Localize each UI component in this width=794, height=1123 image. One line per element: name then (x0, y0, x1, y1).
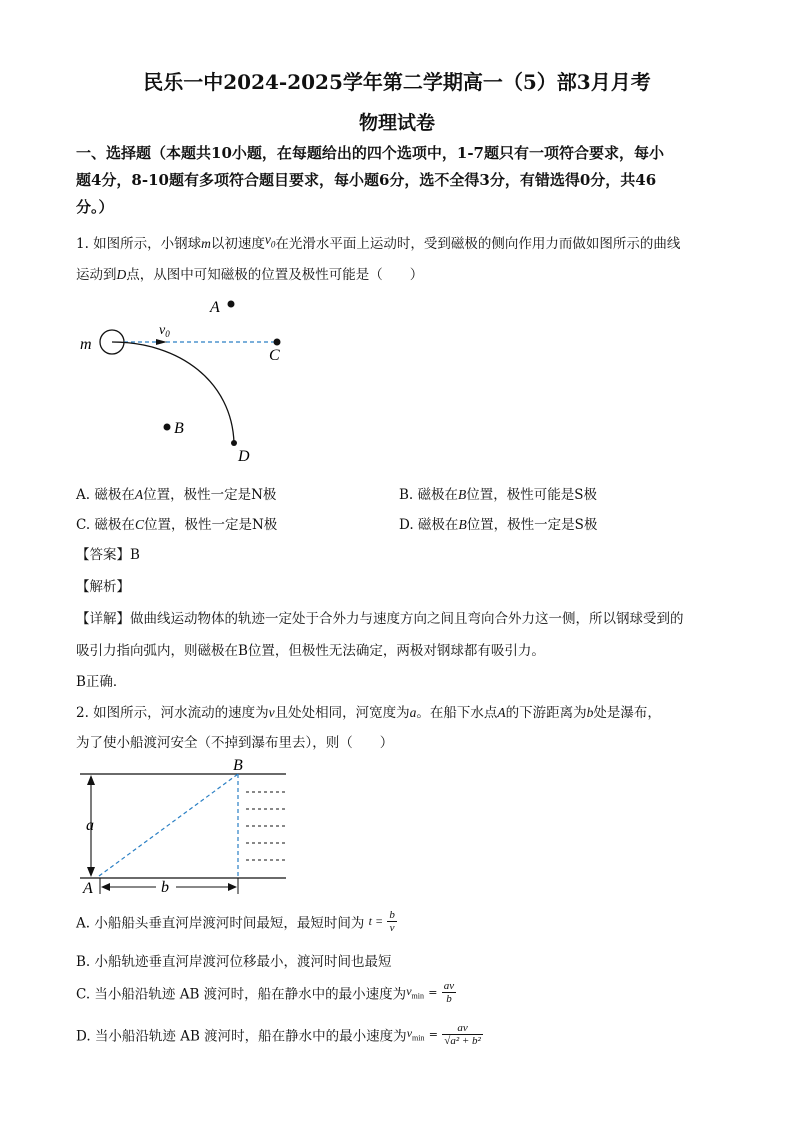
waterfall-lines (246, 792, 286, 860)
q1-stem-c: 在光滑水平面上运动时，受到磁极的侧向作用力而做如图所示的曲线 (275, 236, 681, 252)
section-line-2: 题4分，8-10题有多项符合题目要求，每小题6分，选不全得3分，有错选得0分，共46 (76, 171, 657, 189)
q1-var-m: m (201, 236, 211, 251)
q2-option-D-fraction: $\frac{av}{\text{√a² + b²}}$ (444, 1022, 481, 1047)
q1-var-D: D (116, 267, 127, 282)
q1-stem-line-1 (76, 232, 680, 254)
q1-stem-line-2 (76, 263, 423, 283)
q1-detail-line-1: 【详解】做曲线运动物体的轨迹一定处于合外力与速度方向之间且弯向合外力这一侧，所以钢球受到的 (76, 611, 684, 627)
exam-title: 民乐一中2024-2025学年第二学期高一（5）部3月月考 (143, 70, 651, 94)
q1-option-C: C. 磁极在C位置，极性一定是N极 (76, 517, 278, 533)
point-A-dot (228, 301, 235, 308)
q2-option-A-fraction: $\frac{b}{v}$ (389, 909, 395, 934)
q1-figure (70, 290, 300, 470)
q2-option-B: B. 小船轨迹垂直河岸渡河位移最小，渡河时间也最短 (76, 954, 392, 970)
section-line-3: 分。） (76, 198, 114, 216)
label-B: B (174, 420, 184, 437)
point-C-dot (274, 339, 281, 346)
q1-conclusion: B正确． (76, 674, 127, 690)
section-line-1: 一、选择题（本题共10小题，在每题给出的四个选项中，1-7题只有一项符合要求，每小 (76, 144, 664, 162)
point-B-dot (164, 424, 171, 431)
exam-subtitle: 物理试卷 (358, 112, 435, 134)
curved-trajectory (112, 342, 234, 443)
label-b: b (161, 879, 169, 896)
label-m: m (80, 336, 92, 353)
q1-option-D: D. 磁极在B位置，极性一定是S极 (399, 517, 598, 533)
velocity-arrow-icon (156, 339, 167, 345)
label-A: A (210, 299, 220, 316)
q1-var-v0: $v_0$ (264, 232, 276, 250)
q2-figure (72, 754, 302, 899)
label-C: C (269, 347, 280, 364)
q1-stem-d: 运动到 (76, 267, 117, 283)
q2-stem-line-2: 为了使小船渡河安全（不掉到瀑布里去），则（ ） (76, 735, 394, 751)
q1-stem-e: 点，从图中可知磁极的位置及极性可能是（ ） (126, 267, 424, 283)
arrow-down-icon (87, 867, 95, 877)
q2-option-C: C. 当小船沿轨迹 AB 渡河时，船在静水中的最小速度为$v_{min}$ = $\frac{av}{b}$ (76, 980, 455, 1005)
label-v0: $v_0$ (159, 323, 170, 339)
q2-option-C-fraction: $\frac{av}{b}$ (443, 980, 455, 1005)
q1-stem-a: 1. 如图所示，小钢球 (76, 236, 202, 252)
section-heading (76, 140, 664, 221)
point-D-dot (231, 440, 237, 446)
q1-option-B: B. 磁极在B位置，极性可能是S极 (399, 487, 598, 503)
q1-stem-b: 以初速度 (210, 236, 265, 252)
q1-answer: 【答案】B (76, 547, 140, 563)
label-a: a (86, 817, 94, 834)
arrow-up-icon (87, 775, 95, 785)
q2-stem-line-1: 2. 如图所示，河水流动的速度为v且处处相同，河宽度为a。在船下水点A的下游距离为b处是瀑布， (76, 705, 661, 721)
arrow-left-icon (101, 883, 110, 891)
q1-option-A: A. 磁极在A位置，极性一定是N极 (76, 487, 277, 503)
q1-detail-line-2: 吸引力指向弧内，则磁极在B位置，但极性无法确定，两极对钢球都有吸引力。 (76, 643, 545, 659)
label-B: B (233, 757, 243, 774)
label-D: D (238, 448, 250, 465)
arrow-right-icon (228, 883, 237, 891)
trajectory-AB (99, 774, 238, 876)
q2-option-D: D. 当小船沿轨迹 AB 渡河时，船在静水中的最小速度为$v_{min}$ = $\frac{av}{\text{√a² + b²}}$ (76, 1022, 481, 1047)
q2-option-A: A. 小船船头垂直河岸渡河时间最短，最短时间为 t = $\frac{b}{v}$ (76, 909, 395, 934)
label-A: A (83, 880, 93, 897)
q1-analysis-title: 【解析】 (76, 579, 130, 595)
